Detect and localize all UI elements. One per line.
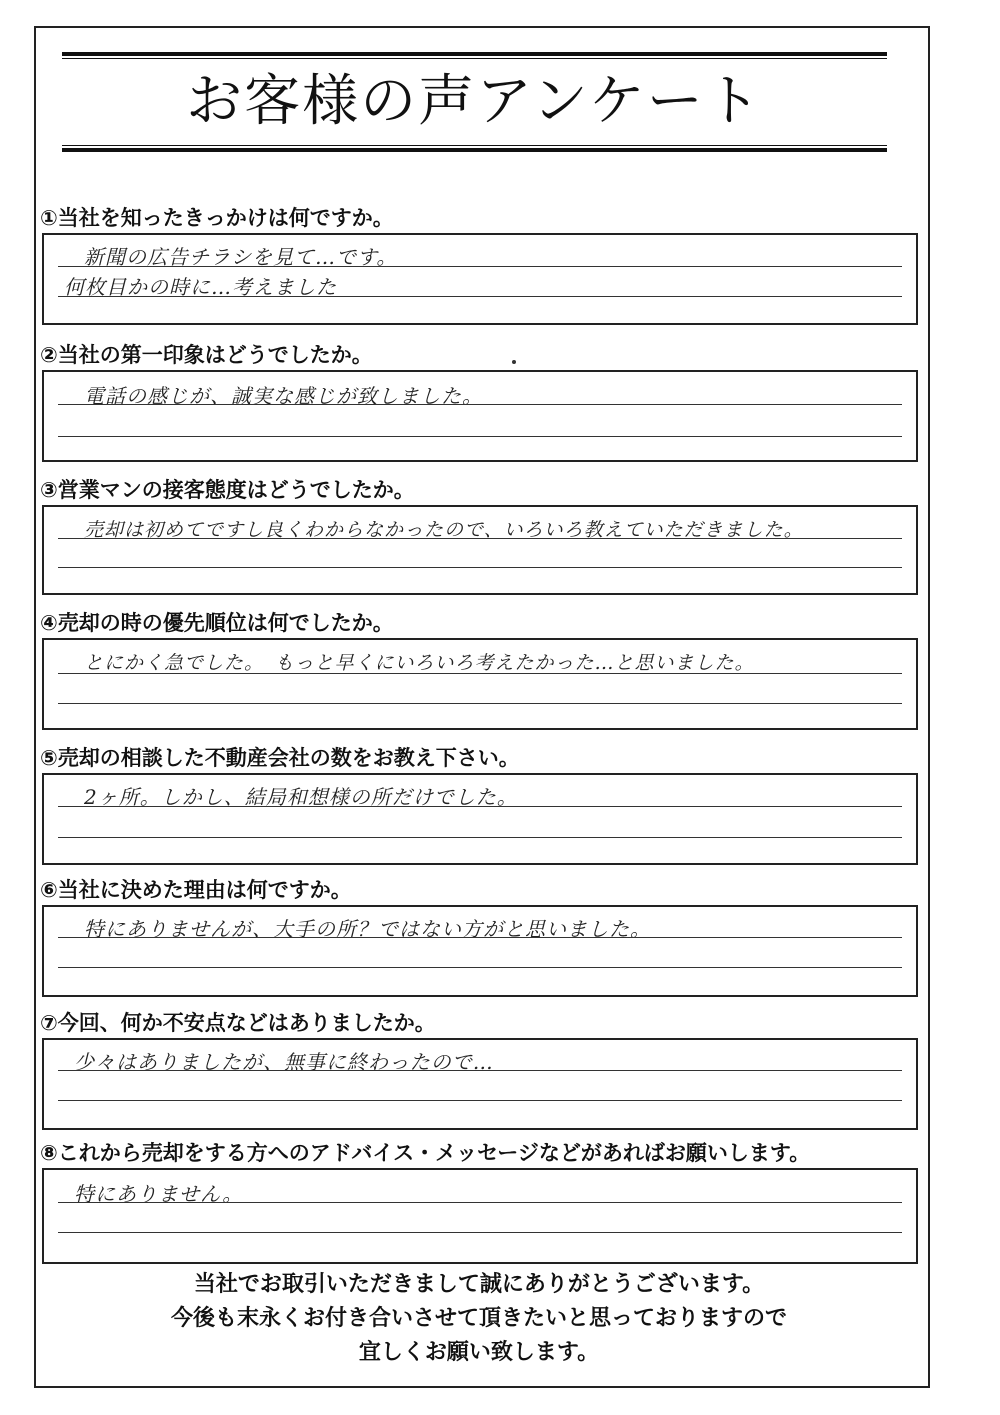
question-label: ⑦今回、何か不安点などはありましたか。	[40, 1011, 436, 1035]
question-label: ⑧これから売却をする方へのアドバイス・メッセージなどがあればお願いします。	[40, 1141, 811, 1165]
question-section-8	[40, 1138, 918, 1264]
question-label: ③営業マンの接客態度はどうでしたか。	[40, 478, 415, 502]
question-section-4	[40, 608, 918, 730]
answer-box	[42, 505, 918, 595]
closing-line-1: 当社でお取引いただきまして誠にありがとうございます。	[193, 1272, 765, 1297]
answer-box	[42, 1168, 918, 1264]
answer-text: 少々はありましたが、無事に終わったので…	[74, 1050, 494, 1074]
question-label: ⑥当社に決めた理由は何ですか。	[40, 878, 352, 902]
page-title: お客様の声アンケート	[186, 69, 763, 134]
question-section-5	[40, 743, 918, 865]
closing-line-3: 宜しくお願い致します。	[358, 1340, 600, 1365]
answer-box	[42, 370, 918, 462]
answer-box	[42, 1038, 918, 1130]
answer-line	[58, 673, 902, 674]
answer-line	[58, 806, 902, 807]
title-rule-bottom	[62, 145, 887, 152]
answer-line	[58, 1070, 902, 1071]
question-section-2	[40, 340, 918, 462]
answer-line	[58, 266, 902, 267]
question-label: ②当社の第一印象はどうでしたか。	[40, 343, 373, 367]
answer-text: 売却は初めてですし良くわからなかったので、いろいろ教えていただきました。	[84, 519, 804, 541]
answer-line	[58, 404, 902, 405]
answer-text: とにかく急でした。 もっと早くにいろいろ考えたかった…と思いました。	[84, 652, 755, 674]
answer-box	[42, 638, 918, 730]
question-section-7	[40, 1008, 918, 1130]
answer-line	[58, 837, 902, 838]
answer-box	[42, 233, 918, 325]
question-section-3	[40, 475, 918, 595]
closing-message	[40, 1268, 918, 1370]
answer-line	[58, 538, 902, 539]
answer-line	[58, 937, 902, 938]
answer-line	[58, 703, 902, 704]
answer-text: 特にありません。	[74, 1182, 244, 1206]
answer-line	[58, 1100, 902, 1101]
answer-box	[42, 905, 918, 997]
question-section-6	[40, 875, 918, 997]
answer-line	[58, 1202, 902, 1203]
answer-text: 何枚目かの時に…考えました	[64, 275, 337, 299]
answer-line	[58, 436, 902, 437]
answer-line	[58, 967, 902, 968]
answer-line	[58, 1232, 902, 1233]
answer-box	[42, 773, 918, 865]
answer-line	[58, 296, 902, 297]
paper-speck	[512, 360, 516, 364]
question-label: ①当社を知ったきっかけは何ですか。	[40, 206, 394, 230]
title-rule-top	[62, 52, 887, 59]
question-label: ④売却の時の優先順位は何でしたか。	[40, 611, 394, 635]
answer-line	[58, 567, 902, 568]
question-section-1	[40, 203, 918, 325]
answer-text: 新聞の広告チラシを見て…です。	[84, 245, 398, 269]
answer-text: 電話の感じが、誠実な感じが致しました。	[84, 384, 483, 408]
closing-line-2: 今後も末永くお付き合いさせて頂きたいと思っておりますので	[170, 1306, 787, 1331]
question-label: ⑤売却の相談した不動産会社の数をお教え下さい。	[40, 746, 520, 770]
answer-text: 特にありませんが、大手の所？ではない方がと思いました。	[84, 917, 651, 941]
answer-text: 2ヶ所。しかし、結局和想様の所だけでした。	[84, 785, 518, 809]
